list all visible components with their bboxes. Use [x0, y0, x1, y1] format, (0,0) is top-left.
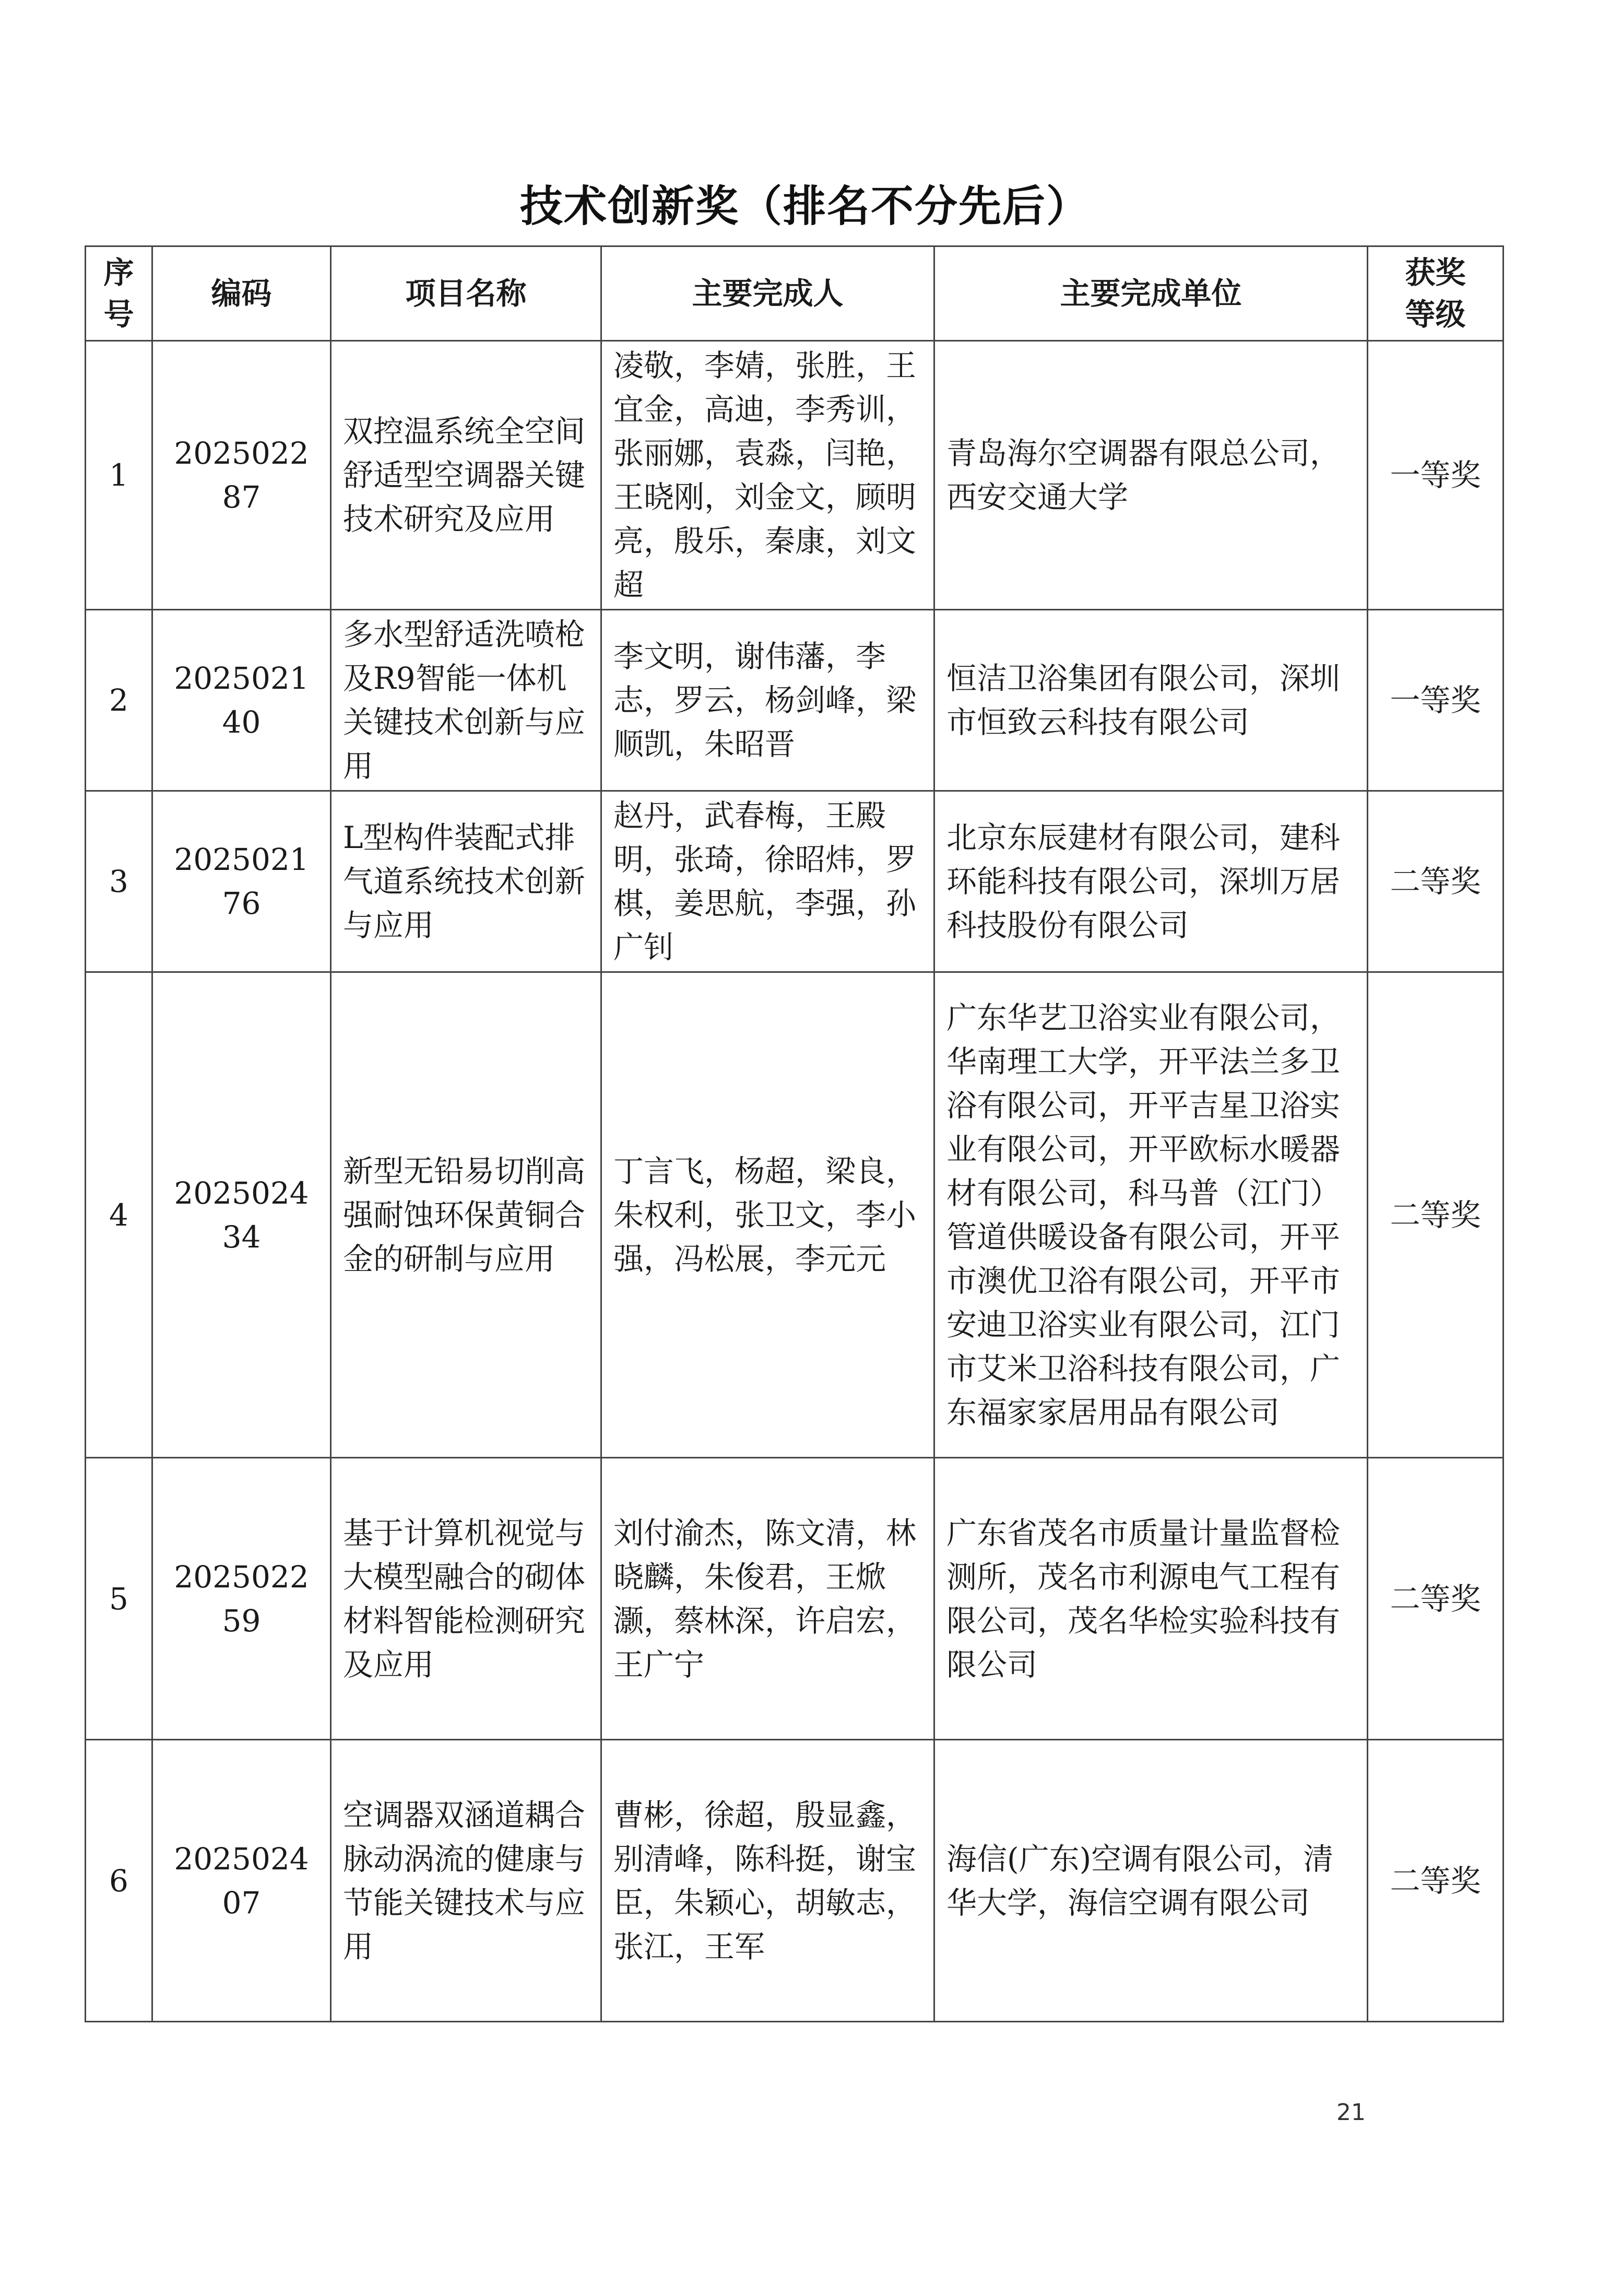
cell-level: 二等奖: [1368, 972, 1504, 1458]
header-code: 编码: [152, 246, 331, 341]
header-people: 主要完成人: [601, 246, 934, 341]
table-row: [86, 610, 1504, 791]
cell-project: 新型无铅易切削高强耐蚀环保黄铜合金的研制与应用: [331, 972, 601, 1458]
header-seq: 序号: [86, 246, 152, 341]
table-row: [86, 1458, 1504, 1740]
cell-people: 赵丹，武春梅，王殿明，张琦，徐昭炜，罗棋，姜思航，李强，孙广钊: [601, 791, 934, 972]
table-row: [86, 1740, 1504, 2022]
cell-level: 二等奖: [1368, 1458, 1504, 1740]
header-level: 获奖等级: [1368, 246, 1504, 341]
cell-people: 丁言飞，杨超，梁良，朱权利，张卫文，李小强，冯松展，李元元: [601, 972, 934, 1458]
cell-project: 空调器双涵道耦合脉动涡流的健康与节能关键技术与应用: [331, 1740, 601, 2022]
cell-level: 二等奖: [1368, 791, 1504, 972]
cell-project: 多水型舒适洗喷枪及R9智能一体机关键技术创新与应用: [331, 610, 601, 791]
table-row: [86, 972, 1504, 1458]
cell-code: 202502434: [152, 972, 331, 1458]
cell-units: 广东华艺卫浴实业有限公司，华南理工大学，开平法兰多卫浴有限公司，开平吉星卫浴实业有限公司，开平欧标水暖器材有限公司，科马普（江门）管道供暖设备有限公司，开平市澳优卫浴有限公司，开平市安迪卫浴实业有限公司，江门市艾米卫浴科技有限公司，广东福家家居用品有限公司: [934, 972, 1368, 1458]
page-number: 21: [1336, 2099, 1366, 2126]
cell-seq: 2: [86, 610, 152, 791]
cell-units: 海信(广东)空调有限公司，清华大学，海信空调有限公司: [934, 1740, 1368, 2022]
cell-seq: 6: [86, 1740, 152, 2022]
cell-units: 恒洁卫浴集团有限公司，深圳市恒致云科技有限公司: [934, 610, 1368, 791]
cell-code: 202502287: [152, 341, 331, 610]
cell-seq: 4: [86, 972, 152, 1458]
cell-project: 双控温系统全空间舒适型空调器关键技术研究及应用: [331, 341, 601, 610]
cell-level: 一等奖: [1368, 610, 1504, 791]
cell-level: 二等奖: [1368, 1740, 1504, 2022]
cell-units: 广东省茂名市质量计量监督检测所，茂名市利源电气工程有限公司，茂名华检实验科技有限公司: [934, 1458, 1368, 1740]
cell-people: 曹彬，徐超，殷显鑫，别清峰，陈科挺，谢宝臣，朱颖心，胡敏志，张江，王军: [601, 1740, 934, 2022]
cell-code: 202502407: [152, 1740, 331, 2022]
cell-code: 202502140: [152, 610, 331, 791]
award-table: [85, 245, 1504, 2022]
cell-code: 202502259: [152, 1458, 331, 1740]
cell-project: 基于计算机视觉与大模型融合的砌体材料智能检测研究及应用: [331, 1458, 601, 1740]
cell-project: L型构件装配式排气道系统技术创新与应用: [331, 791, 601, 972]
cell-seq: 1: [86, 341, 152, 610]
cell-people: 凌敬，李婧，张胜，王宜金，高迪，李秀训，张丽娜，袁淼，闫艳，王晓刚，刘金文，顾明亮，殷乐，秦康，刘文超: [601, 341, 934, 610]
page-title: 技术创新奖（排名不分先后）: [519, 182, 1090, 231]
cell-level: 一等奖: [1368, 341, 1504, 610]
cell-people: 刘付渝杰，陈文清，林晓麟，朱俊君，王焮灏，蔡林深，许启宏，王广宁: [601, 1458, 934, 1740]
cell-units: 青岛海尔空调器有限总公司，西安交通大学: [934, 341, 1368, 610]
cell-seq: 3: [86, 791, 152, 972]
table-row: [86, 791, 1504, 972]
cell-units: 北京东辰建材有限公司，建科环能科技有限公司，深圳万居科技股份有限公司: [934, 791, 1368, 972]
header-units: 主要完成单位: [934, 246, 1368, 341]
cell-code: 202502176: [152, 791, 331, 972]
table-header-row: [86, 246, 1504, 341]
table-row: [86, 341, 1504, 610]
cell-people: 李文明，谢伟藩，李志，罗云，杨剑峰，梁顺凯，朱昭晋: [601, 610, 934, 791]
header-project: 项目名称: [331, 246, 601, 341]
cell-seq: 5: [86, 1458, 152, 1740]
